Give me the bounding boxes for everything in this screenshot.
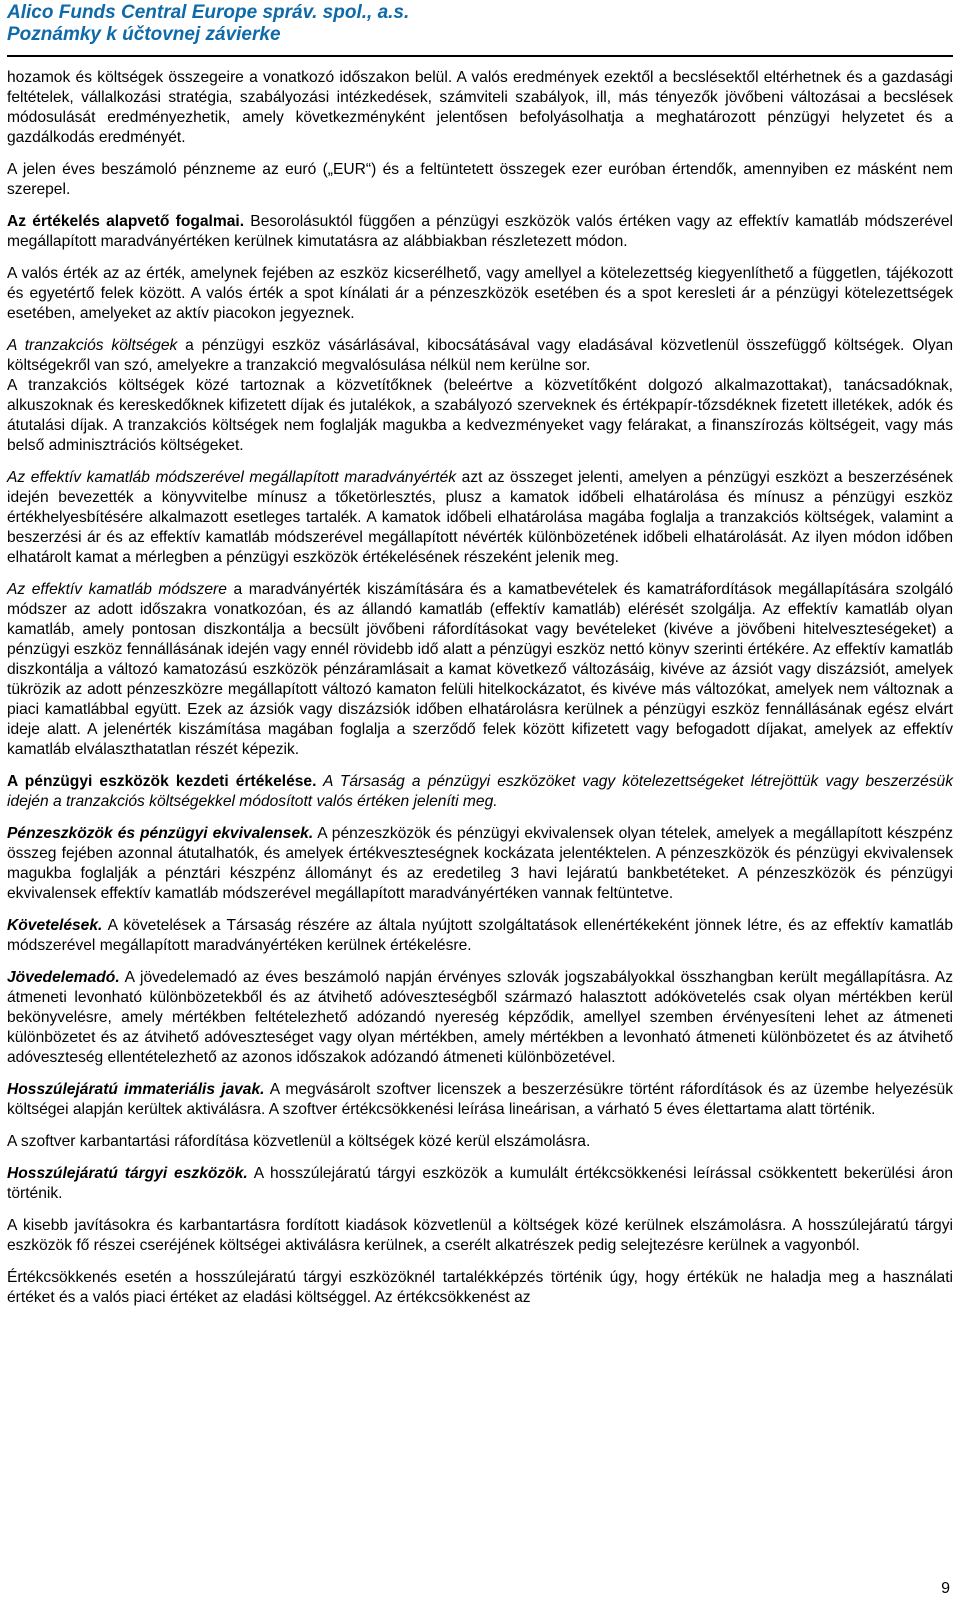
paragraph-initial-valuation — [7, 772, 953, 812]
section-heading: Pénzeszközök és pénzügyi ekvivalensek. — [7, 825, 314, 842]
paragraph-tangible-assets — [7, 1164, 953, 1204]
document-body — [7, 68, 953, 1320]
section-heading: A pénzügyi eszközök kezdeti értékelése. — [7, 773, 317, 790]
paragraph-text: Besorolásuktól függően a pénzügyi eszközök valós értéken vagy az effektív kamatláb módszerével megállapított maradványértéken kerülnek kimutatásra az alábbiakban részletezett módon. — [7, 213, 953, 250]
section-heading: Hosszúlejáratú tárgyi eszközök. — [7, 1165, 248, 1182]
paragraph-text: A megvásárolt szoftver licenszek a beszerzésükre történt ráfordítások és az üzembe helyezésük költségei alapján kerültek aktiválásra. A szoftver értékcsökkenési leírása lineárisan, a várható 5 éves élettartama alatt történik. — [7, 1081, 953, 1118]
paragraph-text: A Társaság a pénzügyi eszközöket vagy kötelezettségeket létrejöttük vagy beszerzésük idején a tranzakciós költségekkel módosított valós értéken jeleníti meg. — [7, 773, 954, 810]
term-label: A tranzakciós költségek — [7, 337, 178, 354]
paragraph-transaction-costs-detail: A tranzakciós költségek közé tartoznak a közvetítőknek (beleértve a közvetítőként dolgozó alkalmazottakat), tanácsadóknak, alkuszoknak és kereskedőknek kifizetett díjak és jutalékok, a szabályozó szerveknek és értékpapír-tőzsdéknek fizetett illetékek, adók és átutalási díjak. A tranzakciós költségek nem foglalják magukba a kedvezményeket vagy felárakat, a finanszírozás költségeit, vagy más belső adminisztrációs költségeket. — [7, 377, 953, 454]
section-heading: Az értékelés alapvető fogalmai. — [7, 213, 245, 230]
term-label: Az effektív kamatláb módszerével megállapított maradványérték — [7, 469, 457, 486]
paragraph-text: A hosszúlejáratú tárgyi eszközök a kumulált értékcsökkenési leírással csökkentett bekerülési áron történik. — [7, 1165, 953, 1202]
paragraph-receivables — [7, 916, 953, 956]
paragraph-text: azt az összeget jelenti, amelyen a pénzügyi eszközt a beszerzésének idején bevezették a könyvvitelbe mínusz a tőketörlesztés, plusz a kamatok időbeli elhatárolása és mínusz a pénzügyi eszköz értékhelyesbítésére alkalmazott esetleges tartalék. A kamatok időbeli elhatárolása magába foglalja a tranzakciós költségek, valamint a beszerzési ár és az effektív kamatláb módszerével megállapított névérték különbözetének időbeli elhatárolását. Az ilyen módon időben elhatárolt kamat a mérlegben a pénzügyi eszközök értékelésének részeként jelenik meg. — [7, 469, 953, 566]
paragraph-effective-interest — [7, 580, 953, 760]
paragraph-text: A követelések a Társaság részére az általa nyújtott szolgáltatások ellenértékeként jönnek létre, és az effektív kamatláb módszerével megállapított maradványértéken kerülnek értékelésre. — [7, 917, 953, 954]
section-heading: Követelések. — [7, 917, 103, 934]
paragraph-software-maintenance: A szoftver karbantartási ráfordítása közvetlenül a költségek közé kerül elszámolásra. — [7, 1133, 591, 1150]
header-divider — [7, 55, 953, 57]
paragraph-text: A jövedelemadó az éves beszámoló napján érvényes szlovák jogszabályokkal összhangban került megállapításra. Az átmeneti levonható különbözetekből és az átvihető adóveszteségből származó halasztott adókövetelés csak olyan mértékben kerül bekönyvelésre, amely mértékben feltételezhető adózandó nyereség képződik, amellyel szemben érvényesíteni lehet az átmeneti különbözetet és az átvihető adóveszteséget vagy olyan mértékben, amely mértékben a levonható átmeneti különbözetet és az átvihető adóveszteség ellentételezhető az azonos időszakok adózandó átmeneti különbözetével. — [7, 969, 953, 1066]
company-name: Alico Funds Central Europe správ. spol., a.s. — [7, 2, 410, 23]
paragraph-repairs: A kisebb javításokra és karbantartásra fordított kiadások közvetlenül a költségek közé kerülnek elszámolásra. A hosszúlejáratú tárgyi eszközök fő részei cseréjének költségei aktiválásra kerülnek, a cserélt alkatrészek pedig selejtezésre kerülnek a vagyonból. — [7, 1217, 953, 1254]
paragraph-fair-value: A valós érték az az érték, amelynek fejében az eszköz kicserélhető, vagy amellyel a kötelezettség kiegyenlíthető a független, tájékozott és egyetértő felek között. A valós érték a spot kínálati ár a pénzeszközök esetében és a spot keresleti ár a pénzügyi kötelezettségek esetében, amelyeket az aktív piacokon jegyeznek. — [7, 265, 953, 322]
paragraph-estimates: hozamok és költségek összegeire a vonatkozó időszakon belül. A valós eredmények ezektől a becslésektől eltérhetnek és a gazdasági feltételek, vállalkozási stratégia, szabályozási intézkedések, számviteli szabályok, ill, más tényezők jövőbeni változásai a becslések módosulását eredményezhetik, amely következményként jelentősen befolyásolhatja a meghatározott pénzügyi helyzetet és a gazdálkodás eredményét. — [7, 69, 953, 146]
page-number: 9 — [941, 1580, 950, 1597]
paragraph-valuation-concepts — [7, 212, 953, 252]
document-header — [7, 2, 953, 46]
paragraph-intangibles — [7, 1080, 953, 1120]
paragraph-text: a pénzügyi eszköz vásárlásával, kibocsátásával vagy eladásával közvetlenül összefüggő költségek. Olyan költségekről van szó, amelyekre a tranzakció megvalósulása nélkül nem kerülne sor. — [7, 337, 953, 374]
paragraph-cash-equivalents — [7, 824, 953, 904]
paragraph-income-tax — [7, 968, 953, 1068]
paragraph-transaction-costs — [7, 336, 953, 376]
section-heading: Jövedelemadó. — [7, 969, 120, 986]
term-label: Az effektív kamatláb módszere — [7, 581, 227, 598]
section-heading: Hosszúlejáratú immateriális javak. — [7, 1081, 265, 1098]
paragraph-currency: A jelen éves beszámoló pénzneme az euró („EUR“) és a feltüntetett összegek ezer euróban értendők, amennyiben ez másként nem szerepel. — [7, 161, 953, 198]
document-title: Poznámky k účtovnej závierke — [7, 24, 281, 45]
paragraph-amortised-cost — [7, 468, 953, 568]
paragraph-impairment: Értékcsökkenés esetén a hosszúlejáratú tárgyi eszközöknél tartalékképzés történik úgy, hogy értékük ne haladja meg a használati értéket és a valós piaci értéket az eladási költséggel. Az értékcsökkenést az — [7, 1269, 953, 1306]
paragraph-text: a maradványérték kiszámítására és a kamatbevételek és kamatráfordítások megállapítására szolgáló módszer az adott időszakra vonatkozóan, és az állandó kamatláb (effektív kamatláb) elérését szolgálja. Az effektív kamatláb olyan kamatláb, amely pontosan diszkontálja a becsült jövőbeni ráfordításokat vagy bevételeket (kivéve a jövőbeni hitelveszteségeket) a pénzügyi eszköz fennállásának idején vagy ennél rövidebb idő alatt a pénzügyi eszköz nettó könyv szerinti értékére. Az effektív kamatláb diszkontálja a változó kamatozású eszközök pénzáramlásait a kamat következő változásáig, kivéve az ázsiót vagy diszázsiót, amelyek tükrözik az adott pénzeszközre megállapított változó kamaton felüli hitelkockázatot, és kivéve más változókat, amelyek nem változnak a piaci kamatlábbal együtt. Ezek az ázsiók vagy diszázsiók időben elhatárolásra kerülnek a pénzügyi eszköz fennállásának egész elvárt ideje alatt. A jelenérték kiszámítása magában foglalja a szerződő felek között kifizetett vagy befogadott díjakat, amelyek az effektív kamatláb elválaszthatatlan részét képezik. — [7, 581, 953, 758]
paragraph-text: A pénzeszközök és pénzügyi ekvivalensek olyan tételek, amelyek a megállapított készpénz összeg fejében azonnal átutalhatók, és amelyek értékveszteségnek kockázata jelentéktelen. A pénzeszközök és pénzügyi ekvivalensek magukba foglalják a pénztári készpénz állományt és az eredetileg 3 havi lejáratú bankbetéteket. A pénzeszközök és pénzügyi ekvivalensek effektív kamatláb módszerével megállapított maradványértéken vannak feltüntetve. — [7, 825, 953, 902]
